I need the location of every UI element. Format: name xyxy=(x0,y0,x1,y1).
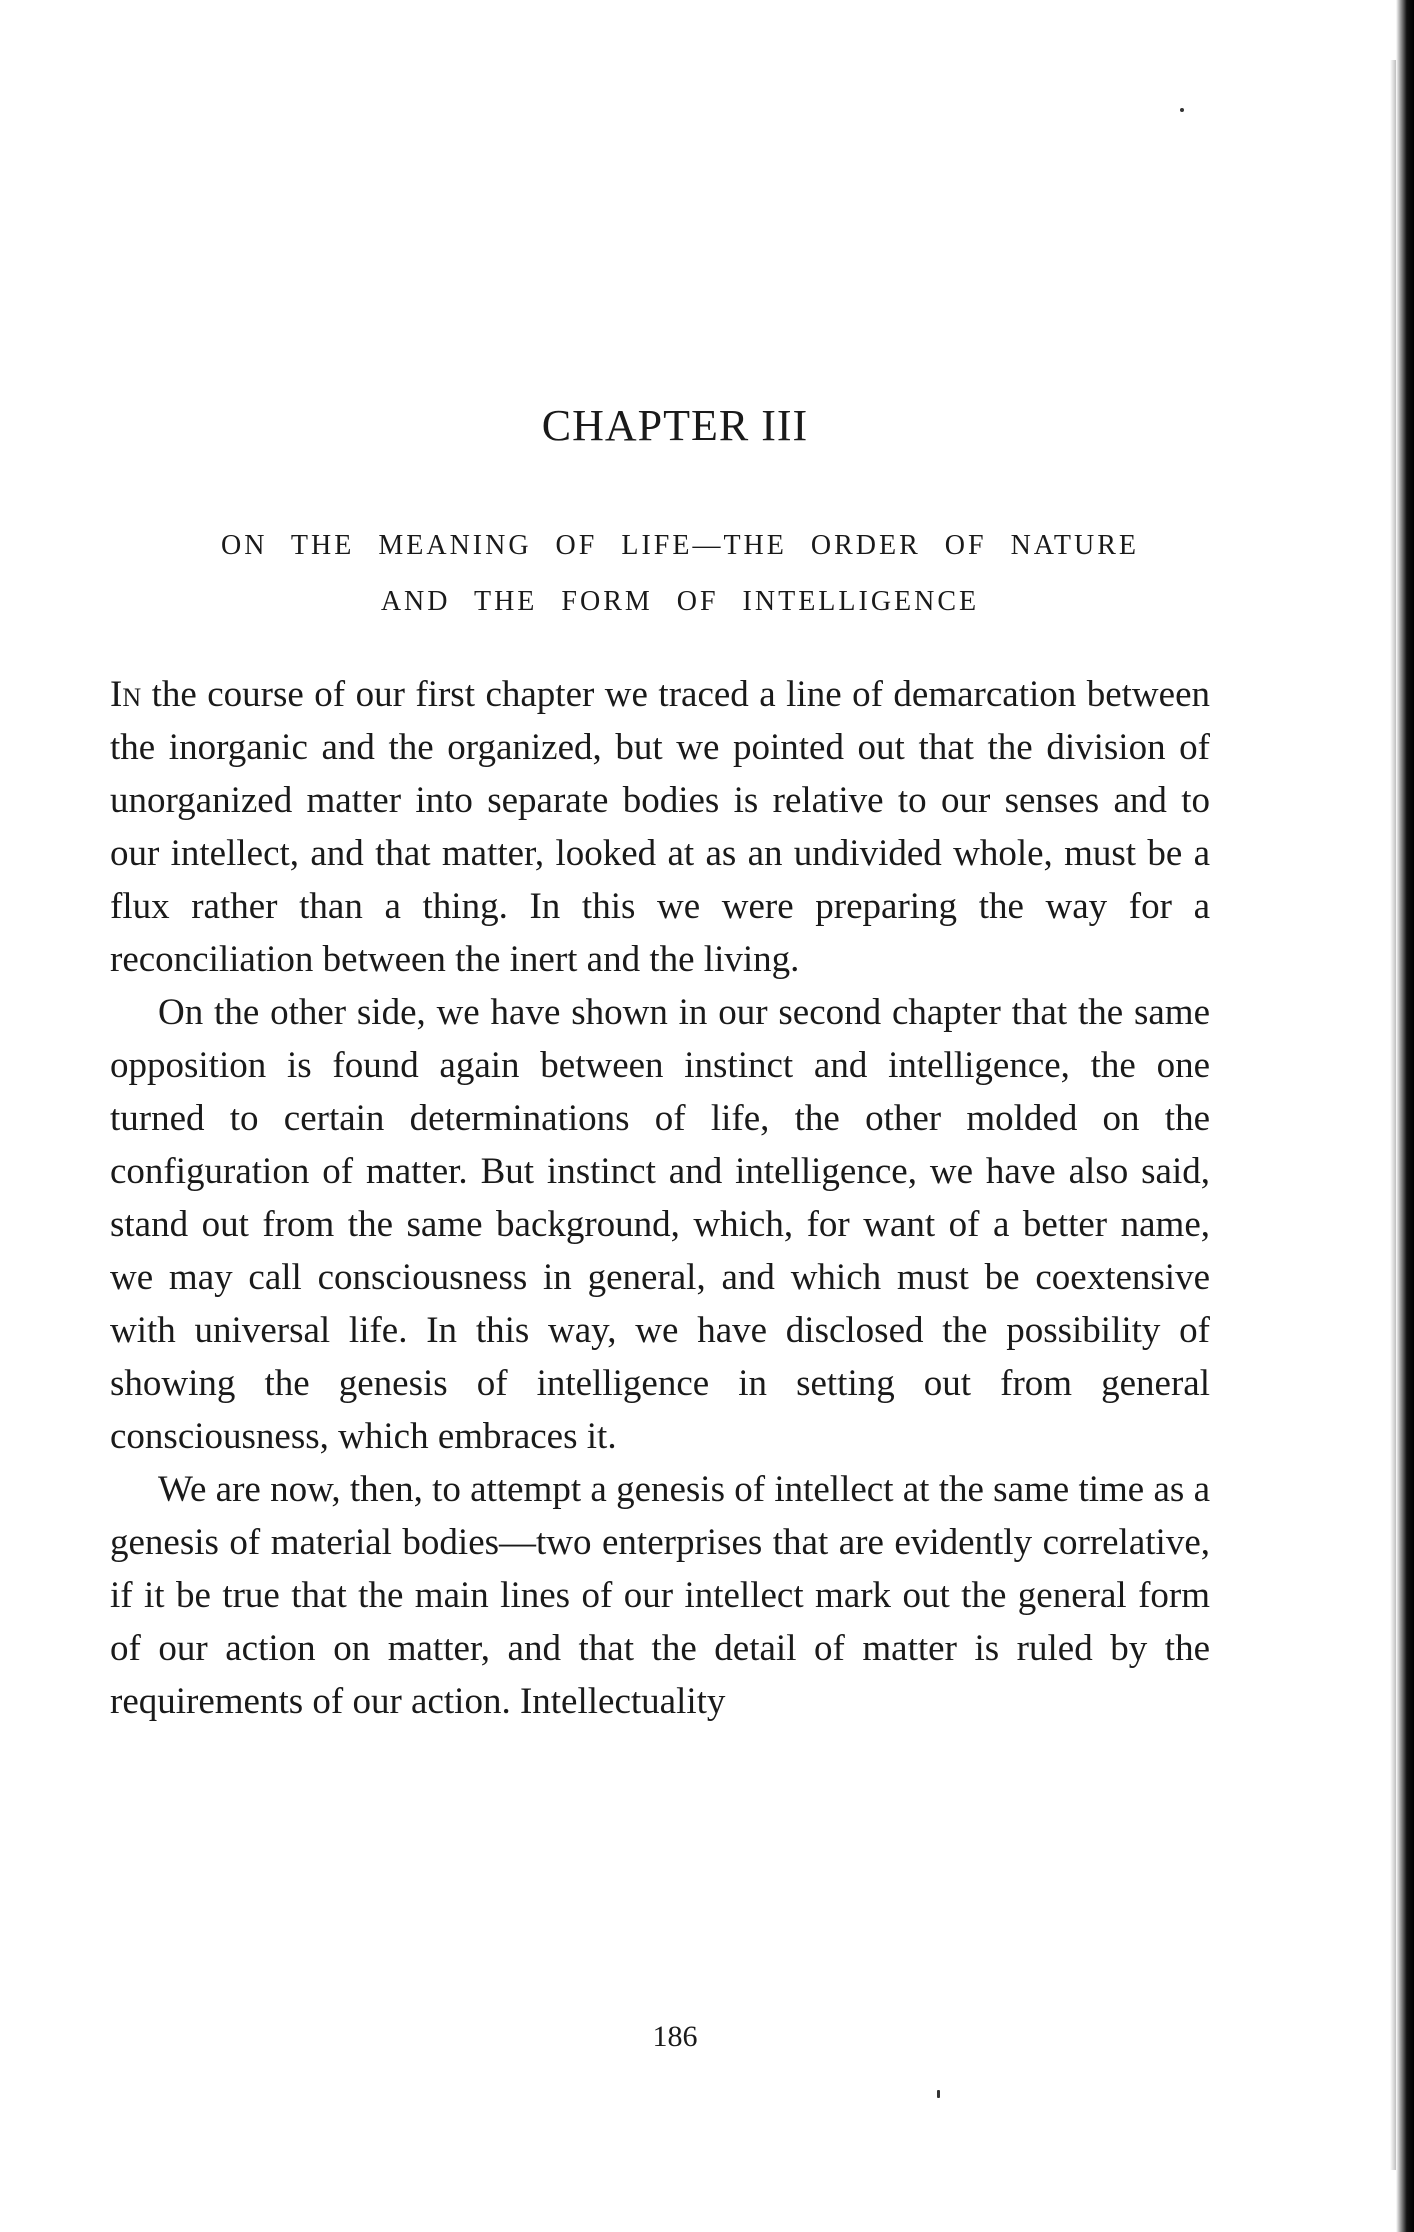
chapter-subtitle xyxy=(150,518,1210,630)
body-text xyxy=(110,668,1210,1728)
binding-edge xyxy=(1396,0,1414,2232)
chapter-title: CHAPTER III xyxy=(541,401,809,450)
paragraph-2: On the other side, we have shown in our second chapter that the same opposition is found again between instinct and intelligence, the one turned to certain determinations of life, the other molded on the configuration of matter. But instinct and intelligence, we have also said, stand out from the same background, which, for want of a better name, we may call consciousness in general, and which must be coextensive with universal life. In this way, we have disclosed the possibility of showing the genesis of intelligence in setting out from general consciousness, which embraces it. xyxy=(110,992,1210,1457)
subtitle-line-1: ON THE MEANING OF LIFE—THE ORDER OF NATURE xyxy=(220,530,1140,561)
paragraph-1-text: the course of our first chapter we traced a line of demarcation between the inorganic and the organized, but we pointed out that the division of unorganized matter into separate bodies is relative to our senses and to our intellect, and that matter, looked at as an undivided whole, must be a flux rather than a thing. In this we were preparing the way for a reconciliation between the inert and the living. xyxy=(110,674,1210,980)
paragraph-3: We are now, then, to attempt a genesis of intellect at the same time as a genesis of material bodies—two enterprises that are evidently correlative, if it be true that the main lines of our intellect mark out the general form of our action on matter, and that the detail of matter is ruled by the requirements of our action. Intellectuality xyxy=(110,1469,1210,1722)
drop-lead-word: In xyxy=(110,674,142,715)
paragraph-1 xyxy=(110,668,1210,986)
dust-speck xyxy=(1180,108,1184,112)
page-number: 186 xyxy=(652,2020,698,2053)
subtitle-line-2: AND THE FORM OF INTELLIGENCE xyxy=(380,586,980,617)
dust-speck xyxy=(937,2090,940,2098)
